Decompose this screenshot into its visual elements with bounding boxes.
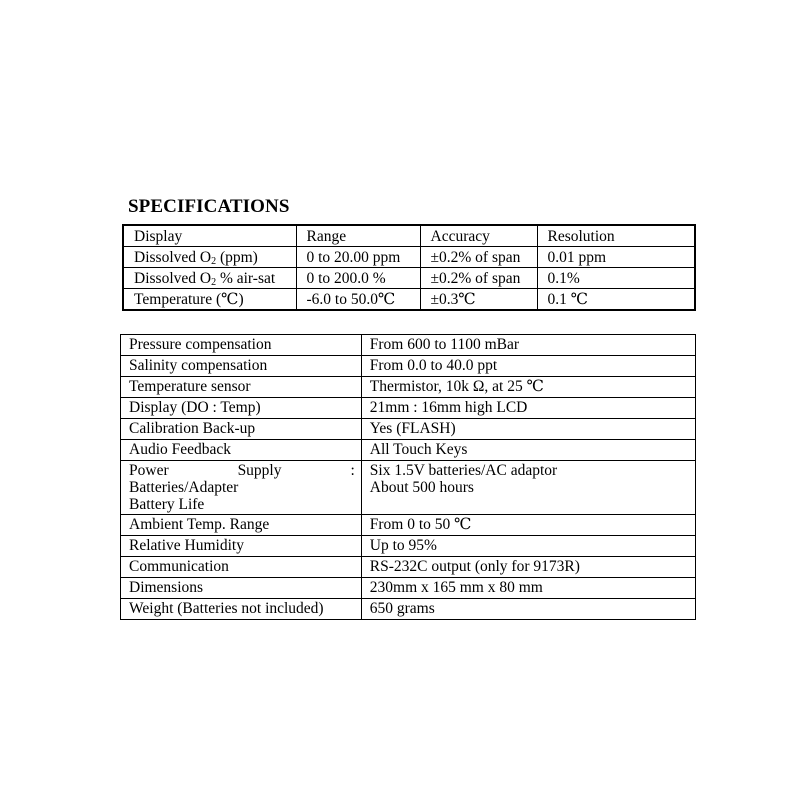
table-row: [121, 377, 696, 398]
feature-value: [361, 461, 695, 515]
feature-label: Relative Humidity: [121, 536, 362, 557]
resolution-cell: 0.01 ppm: [537, 247, 695, 268]
table-row: [121, 356, 696, 377]
range-cell: 0 to 20.00 ppm: [296, 247, 420, 268]
battery-life-value: About 500 hours: [369, 479, 474, 496]
supply-label-word: Supply: [237, 462, 282, 479]
feature-value: All Touch Keys: [361, 440, 695, 461]
feature-label: Weight (Batteries not included): [121, 599, 362, 620]
power-supply-value: Six 1.5V batteries/AC adaptor: [369, 462, 558, 479]
table-row: [121, 557, 696, 578]
table-row: [121, 335, 696, 356]
features-table: [120, 334, 696, 620]
feature-label: Calibration Back-up: [121, 419, 362, 440]
specifications-table: [122, 224, 696, 311]
display-cell: Temperature (℃): [123, 289, 296, 311]
resolution-cell: 0.1%: [537, 268, 695, 289]
feature-value: Thermistor, 10k Ω, at 25 ℃: [361, 377, 695, 398]
feature-value: Yes (FLASH): [361, 419, 695, 440]
table-row: [121, 440, 696, 461]
accuracy-cell: ±0.2% of span: [420, 268, 537, 289]
power-label-word: Power: [129, 462, 169, 479]
table-row: [121, 599, 696, 620]
table-row: [121, 461, 696, 515]
page-title: SPECIFICATIONS: [128, 196, 290, 217]
range-cell: -6.0 to 50.0℃: [296, 289, 420, 311]
colon-label: :: [350, 462, 355, 479]
feature-label: [121, 461, 362, 515]
feature-label: Pressure compensation: [121, 335, 362, 356]
header-resolution: Resolution: [537, 225, 695, 247]
feature-label: Salinity compensation: [121, 356, 362, 377]
feature-value: Up to 95%: [361, 536, 695, 557]
battery-life-label: Battery Life: [129, 496, 205, 513]
range-cell: 0 to 200.0 %: [296, 268, 420, 289]
table-row: [123, 247, 695, 268]
accuracy-cell: ±0.2% of span: [420, 247, 537, 268]
accuracy-cell: ±0.3℃: [420, 289, 537, 311]
resolution-cell: 0.1 ℃: [537, 289, 695, 311]
feature-value: RS-232C output (only for 9173R): [361, 557, 695, 578]
table-row: [123, 289, 695, 311]
feature-value: From 0.0 to 40.0 ppt: [361, 356, 695, 377]
feature-label: Ambient Temp. Range: [121, 515, 362, 536]
feature-label: Display (DO : Temp): [121, 398, 362, 419]
table-row: [121, 398, 696, 419]
batteries-adapter-label: Batteries/Adapter: [129, 479, 239, 496]
table-row: [121, 515, 696, 536]
header-range: Range: [296, 225, 420, 247]
display-cell: Dissolved $O_2$ % air-sat: [123, 268, 296, 289]
table-header-row: [123, 225, 695, 247]
feature-value: From 600 to 1100 mBar: [361, 335, 695, 356]
feature-value: 650 grams: [361, 599, 695, 620]
feature-label: Temperature sensor: [121, 377, 362, 398]
feature-value: From 0 to 50 ℃: [361, 515, 695, 536]
table-row: [121, 419, 696, 440]
table-row: [121, 536, 696, 557]
feature-label: Dimensions: [121, 578, 362, 599]
feature-value: 230mm x 165 mm x 80 mm: [361, 578, 695, 599]
table-row: [121, 578, 696, 599]
header-accuracy: Accuracy: [420, 225, 537, 247]
feature-value: 21mm : 16mm high LCD: [361, 398, 695, 419]
feature-label: Audio Feedback: [121, 440, 362, 461]
header-display: Display: [123, 225, 296, 247]
feature-label: Communication: [121, 557, 362, 578]
display-cell: Dissolved $O_2$ (ppm): [123, 247, 296, 268]
table-row: [123, 268, 695, 289]
